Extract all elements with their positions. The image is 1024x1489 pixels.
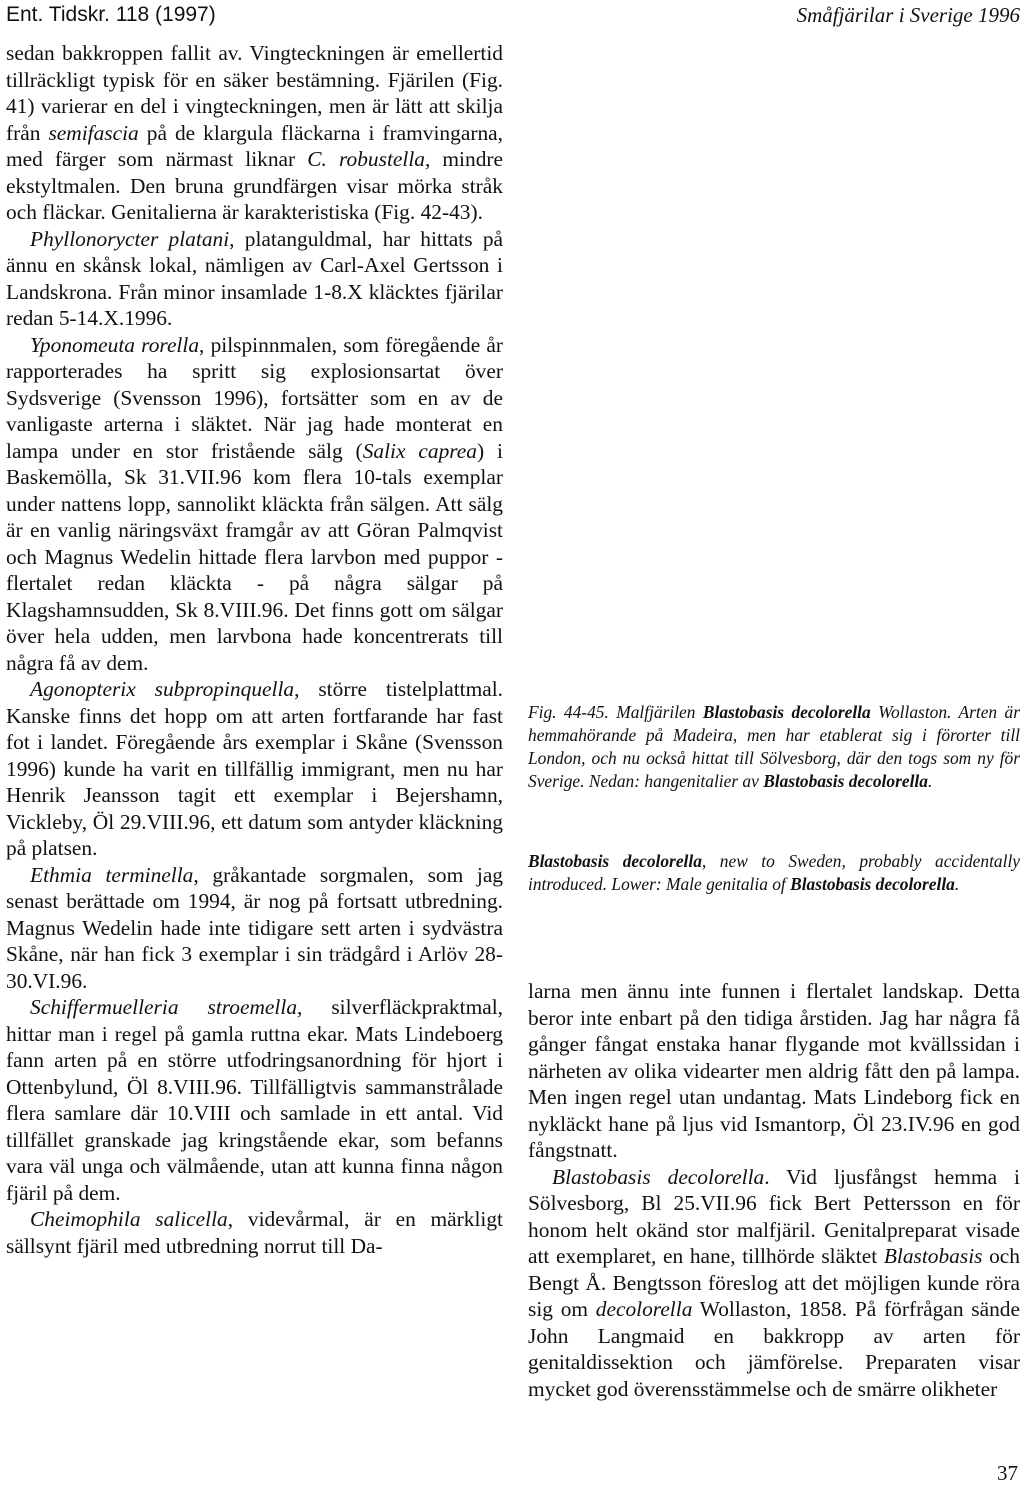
running-header-journal: Ent. Tidskr. 118 (1997) (6, 3, 216, 26)
paragraph (6, 862, 503, 995)
text-run: . Vid ljusfångst hemma i Sölvesborg, Bl 25.VII.96 fick Bert Pettersson en för honom helt okänd stor malfjäril. Genitalpreparat visade att exemplaret, en hane, tillhörde släktet (528, 1164, 1020, 1268)
species-name: Blastobasis decolorella (552, 1164, 765, 1189)
species-name-bold: Blastobasis decolorella (702, 702, 871, 722)
text-run: , större tistelplattmal. Kanske finns det hopp om att arten fortfarande har fast fot i landet. Föregående års exemplar i Skåne (Svensson 1996) kunde ha varit en tillfällig immigrant, men nu har Henrik Jeansson tagit ett exemplar i Bejershamn, Vickleby, Öl 29.VIII.96, ett datum som antyder kläckning på platsen. (6, 677, 503, 860)
paragraph (6, 994, 503, 1206)
species-name: Phyllonorycter platani (30, 226, 230, 251)
paragraph (528, 1164, 1020, 1403)
species-name: C. robustella (307, 147, 425, 171)
paragraph (528, 978, 1020, 1164)
species-name: semifascia (48, 120, 139, 145)
species-name: Schiffermuelleria stroemella (30, 995, 298, 1019)
species-name: decolorella (595, 1297, 693, 1321)
text-run: , videvårmal, är en märkligt sällsynt fjäril med utbredning norrut till Da- (6, 1207, 503, 1258)
text-run: sedan bakkroppen fallit av. Vingteckningen är emellertid tillräckligt typisk för en säker bestämning. Fjärilen (Fig. 41) varierar en del i vingteckningen, men är lätt att skilja från (6, 41, 503, 145)
species-name: Blastobasis (883, 1244, 983, 1268)
text-run: . (954, 874, 960, 894)
text-run: , platanguldmal, har hittats på ännu en skånsk lokal, nämligen av Carl-Axel Gertsson i Landskrona. Från minor insamlade 1-8.X kläcktes fjärilar redan 5-14.X.1996. (6, 226, 504, 330)
text-run: och Bengt Å. Bengtsson föreslog att det möjligen kunde röra sig om (528, 1244, 1020, 1321)
paragraph (6, 332, 503, 677)
species-name: Salix caprea (362, 438, 477, 463)
species-name-bold: Blastobasis decolorella (528, 851, 702, 871)
page-number: 37 (997, 1461, 1018, 1485)
text-run: Wollaston, 1858. På förfrågan sände John Langmaid en bakkropp av arten för genitaldissektion och jämförelse. Preparaten visar mycket god överensstämmelse och de smärre olikheter (528, 1297, 1020, 1401)
text-run: , gråkantade sorgmalen, som jag senast berättade om 1994, är nog på fortsatt utbredning. Magnus Wedelin hade inte tidigare sett arten i sydvästra Skåne, när han fick 3 exemplar i sin trädgård i Arlöv 28-30.VI.96. (6, 862, 504, 993)
figure-caption-swedish (528, 701, 1020, 793)
species-name-bold: Blastobasis decolorella (790, 874, 955, 894)
right-text-column (528, 978, 1020, 1402)
left-text-column (6, 40, 503, 1259)
text-run: . (927, 771, 933, 791)
paragraph (6, 676, 503, 862)
text-run: på de klargula fläckarna i framvingarna, med färger som närmast liknar (6, 120, 503, 171)
text-run: , silverfläckpraktmal, hittar man i regel på gamla ruttna ekar. Mats Lindeboerg fann arten på en större utfodringsanordning för hjort i Ottenbylund, Öl 8.VIII.96. Tillfälligtvis sammanstrålade flera samlare där 10.VIII och samlade in ett antal. Vid tillfället granskade jag kringstående ekar, som befanns vara väl unga och välmående, utan att kunna finna någon fjäril på dem. (6, 995, 503, 1205)
paragraph (6, 40, 503, 226)
text-run: larna men ännu inte funnen i flertalet landskap. Detta beror inte enbart på den tidiga årstiden. Jag har några få gånger fångat enstaka hanar flygande mot kvällssidan i närheten av olika videarter men aldrig fått den på lampa. Men ingen regel utan undantag. Mats Lindeborg fick en nykläckt hane på ljus vid Ismantorp, Öl 23.IV.96 en god fångstnatt. (528, 979, 1020, 1162)
text-run: Fig. 44-45. Malfjärilen (528, 702, 703, 722)
paragraph (6, 1206, 503, 1259)
species-name: Cheimophila salicella (30, 1207, 228, 1231)
species-name: Ethmia terminella (30, 862, 194, 887)
species-name: Agonopterix subpropinquella (30, 677, 295, 701)
running-header-title: Småfjärilar i Sverige 1996 (796, 3, 1020, 27)
paragraph (6, 226, 503, 332)
text-run: , mindre ekstyltmalen. Den bruna grundfärgen visar mörka stråk och fläckar. Genitalierna är karakteristiska (Fig. 42-43). (6, 147, 504, 224)
species-name-bold: Blastobasis decolorella (763, 771, 928, 791)
figure-caption-english (528, 850, 1020, 896)
text-run: ) i Baskemölla, Sk 31.VII.96 kom flera 10-tals exemplar under nattens lopp, sannolikt kläckta från sälgen. Att sälg är en vanlig näringsväxt framgår av att Göran Palmqvist och Magnus Wedelin hittade flera larvbon med puppor - flertalet redan kläckta - på några sälgar på Klagshamnsudden, Sk 8.VIII.96. Det finns gott om sälgar över hela udden, men larvbona hade koncentrerats till några få av dem. (6, 438, 503, 675)
species-name: Yponomeuta rorella (30, 332, 200, 357)
text-run: , pilspinnmalen, som föregående år rapporterades ha spritt sig explosionsartat över Sydsverige (Svensson 1996), fortsätter som en av de vanligaste arterna i släktet. När jag hade monterat en lampa under en stor fristående sälg ( (6, 332, 503, 463)
text-run: Wollaston. Arten är hemmahörande på Madeira, men har etablerat sig i förorter till London, och nu också hittat till Sölvesborg, där den togs som ny för Sverige. Nedan: hangenitalier av (528, 702, 1020, 791)
text-run: , new to Sweden, probably accidentally introduced. Lower: Male genitalia of (528, 851, 1020, 894)
